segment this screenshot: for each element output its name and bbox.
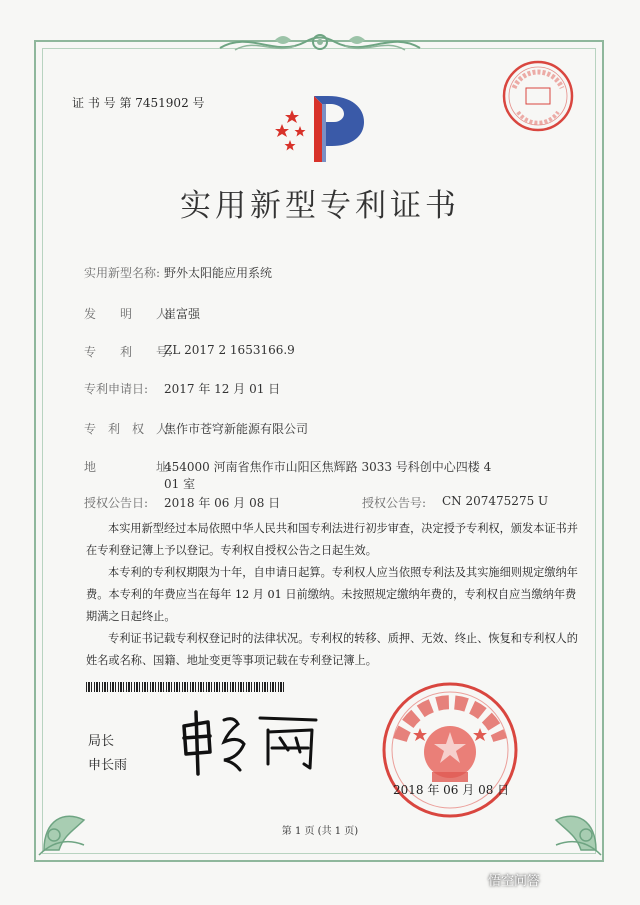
inventor-label: 发 明 人: bbox=[84, 307, 173, 321]
document-title: 实用新型专利证书 bbox=[180, 188, 460, 224]
watermark-text: 悟空问答 bbox=[488, 874, 541, 889]
seal-date: 2018 年 06 月 08 日 bbox=[393, 783, 510, 797]
page-footer: 第 1 页 (共 1 页) bbox=[281, 826, 359, 837]
grant-number-label: 授权公告号: bbox=[362, 496, 427, 510]
top-ornament bbox=[215, 28, 425, 60]
grant-date-value: 2018 年 06 月 08 日 bbox=[164, 496, 281, 510]
grant-date-label: 授权公告日: bbox=[84, 496, 149, 510]
grant-number-value: CN 207475275 U bbox=[442, 494, 549, 508]
utility-model-name-label: 实用新型名称: bbox=[84, 266, 161, 280]
utility-model-name-value: 野外太阳能应用系统 bbox=[164, 266, 273, 280]
patent-number-label: 专 利 号: bbox=[84, 345, 173, 359]
patent-number-value: ZL 2017 2 1653166.9 bbox=[164, 343, 295, 357]
handwritten-signature bbox=[176, 708, 326, 778]
filing-date-value: 2017 年 12 月 01 日 bbox=[164, 382, 281, 396]
filing-date-label: 专利申请日: bbox=[84, 382, 149, 396]
patentee-label: 专 利 权 人: bbox=[84, 422, 173, 436]
patent-office-logo bbox=[270, 92, 370, 164]
inventor-value: 崔富强 bbox=[164, 307, 201, 321]
certificate-number: 证 书 号 第 7451902 号 bbox=[72, 96, 205, 110]
patentee-value: 焦作市苍穹新能源有限公司 bbox=[164, 422, 309, 436]
paragraph-term: 本专利的专利权期限为十年，自申请日起算。专利权人应当依照专利法及其实施细则规定缴纳年费。本专利的年费应当在每年 12 月 01 日前缴纳。未按照规定缴纳年费的，专利权自应当缴纳年费期满之日起终止。 bbox=[86, 566, 578, 623]
address-label: 地 址: bbox=[84, 460, 173, 474]
address-value-line2: 01 室 bbox=[164, 477, 196, 491]
director-name-label: 申长雨 bbox=[88, 758, 128, 773]
address-value-line1: 454000 河南省焦作市山阳区焦辉路 3033 号科创中心四楼 4 bbox=[164, 460, 492, 474]
paragraph-legal-status: 专利证书记载专利权登记时的法律状况。专利权的转移、质押、无效、终止、恢复和专利权人的姓名或名称、国籍、地址变更等事项记载在专利登记簿上。 bbox=[86, 632, 578, 667]
tax-stamp-seal bbox=[500, 58, 576, 134]
paragraph-grant: 本实用新型经过本局依照中华人民共和国专利法进行初步审查，决定授予专利权，颁发本证书并在专利登记簿上予以登记。专利权自授权公告之日起生效。 bbox=[86, 522, 578, 557]
director-title-label: 局长 bbox=[88, 734, 115, 749]
barcode bbox=[86, 682, 286, 692]
national-ip-office-seal bbox=[380, 680, 520, 820]
